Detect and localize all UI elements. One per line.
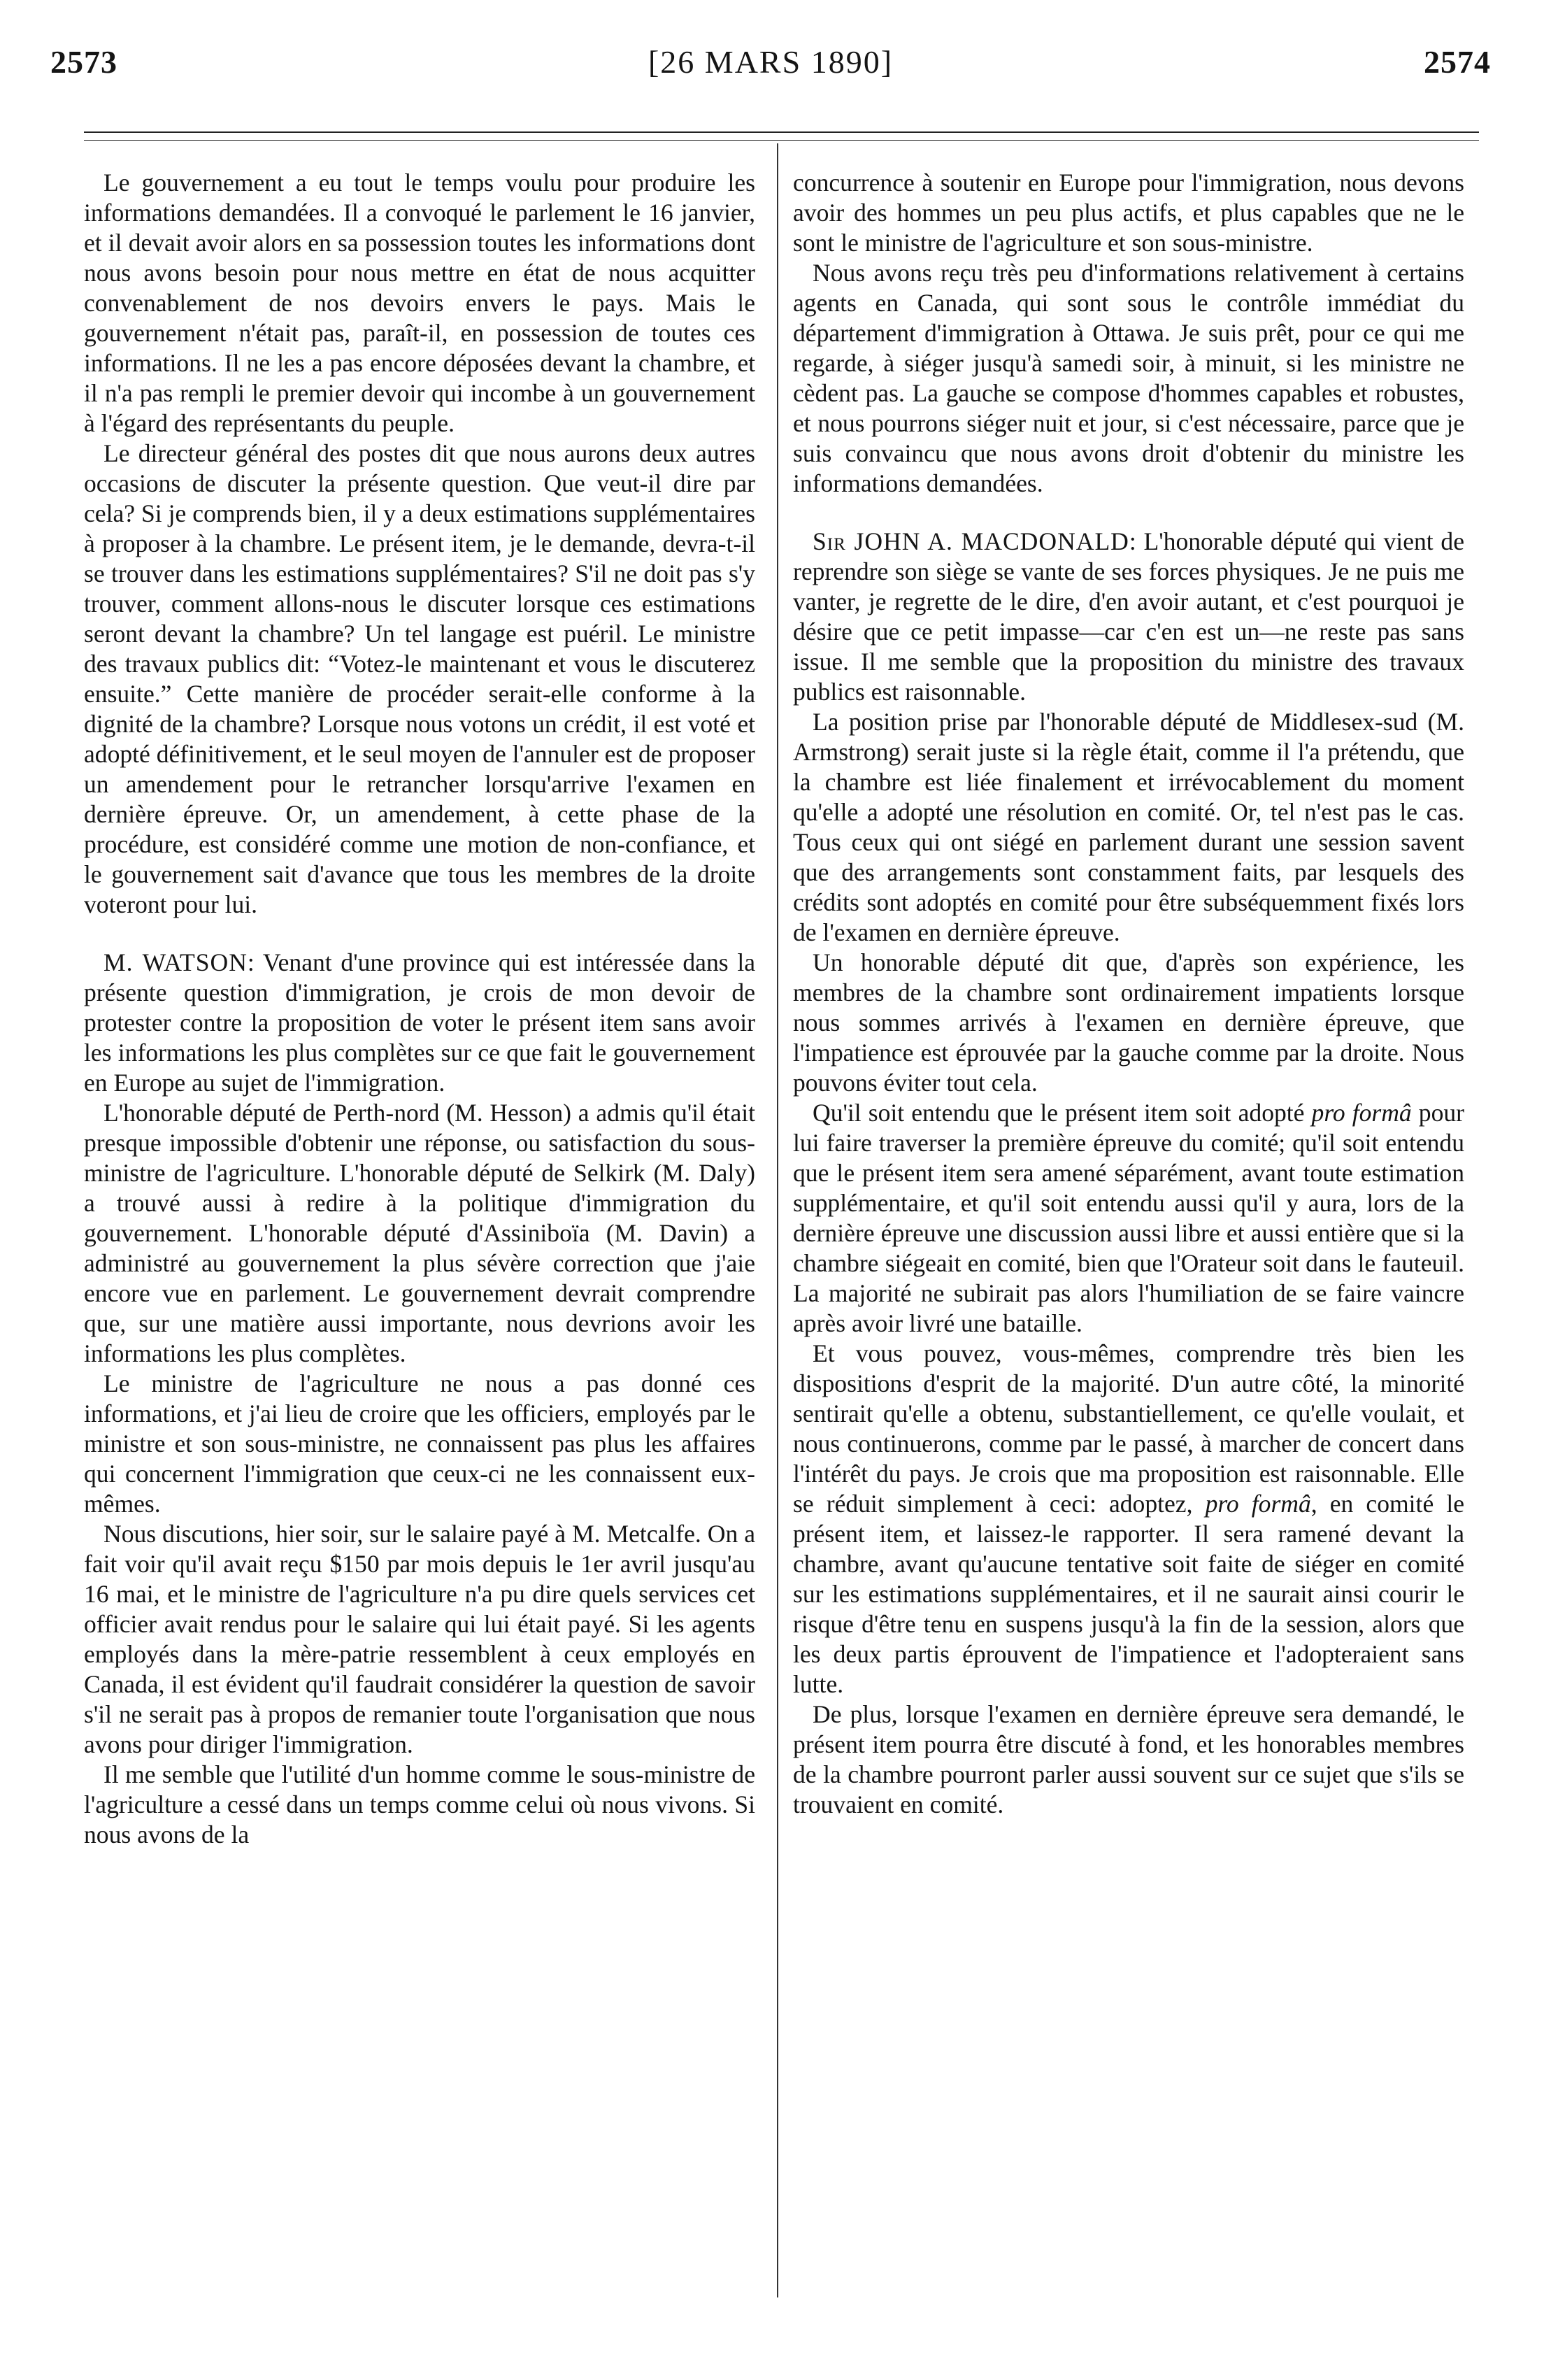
- paragraph: Il me semble que l'utilité d'un homme comme le sous-ministre de l'agriculture a cessé dans un temps comme celui où nous vivons. Si nous avons de la: [84, 1760, 755, 1848]
- right-column: [793, 168, 1464, 2336]
- text-span: pour lui faire traverser la première épreuve du comité; qu'il soit entendu que le présent item sera amené séparément, avant toute estimation supplémentaire, et qu'il soit entendu aussi qu'il y aura, lors de la dernière épreuve une discussion aussi libre et aussi entière que si la chambre siégeait en comité, bien que l'Orateur soit dans le fauteuil. La majorité ne subirait pas alors l'humiliation de se faire vaincre après avoir livré une bataille.: [793, 1099, 1464, 1337]
- paragraph: Nous avons reçu très peu d'informations relativement à certains agents en Canada, qui sont sous le contrôle immédiat du département d'immigration à Ottawa. Je suis prêt, pour ce qui me regarde, à siéger jusqu'à samedi soir, à minuit, si les ministre ne cèdent pas. La gauche se compose d'hommes capables et robustes, et nous pourrons siéger nuit et jour, si c'est nécessaire, parce que je suis convaincu que nous avons droit d'obtenir du ministre les informations demandées.: [793, 259, 1464, 497]
- italic-text: pro formâ: [1311, 1099, 1412, 1127]
- speech-text: : L'honorable député qui vient de reprendre son siège se vante de ses forces physiques. Je ne puis me vanter, je regrette de le dire, d'en avoir autant, et c'est pourquoi je désire que ce petit impasse—car c'en est un—ne reste pas sans issue. Il me semble que la proposition du ministre des travaux publics est raisonnable.: [793, 527, 1464, 706]
- paragraph: Le gouvernement a eu tout le temps voulu pour produire les informations demandées. Il a convoqué le parlement le 16 janvier, et il devait avoir alors en sa possession toutes les informations dont nous avons besoin pour nous mettre en état de nous acquitter convenablement de nos devoirs envers le pays. Mais le gouvernement n'était pas, paraît-il, en possession de toutes ces informations. Il ne les a pas encore déposées devant la chambre, et il n'a pas rempli le premier devoir qui incombe à un gouvernement à l'égard des représentants du peuple.: [84, 169, 755, 437]
- paragraph: Un honorable député dit que, d'après son expérience, les membres de la chambre sont ordinairement impatients lorsque nous sommes arrivés à l'examen en dernière épreuve, que l'impatience est éprouvée par la gauche comme par la droite. Nous pouvons éviter tout cela.: [793, 948, 1464, 1097]
- left-column: [84, 168, 755, 2336]
- paragraph: [793, 1098, 1464, 1339]
- header-rule-bottom: [84, 140, 1479, 141]
- text-span: Qu'il soit entendu que le présent item soit adopté: [813, 1099, 1312, 1127]
- text-span: , en comité le présent item, et laissez-le rapporter. Il sera ramené devant la chambre, avant qu'aucune tentative soit faite de siéger en comité sur les estimations supplémentaires, et il ne saurait ainsi courir le risque d'être tenu en suspens jusqu'à la fin de la session, alors que les deux partis éprouvent de l'impatience et l'adopteraient sans lutte.: [793, 1490, 1464, 1698]
- header-rule-top: [84, 131, 1479, 133]
- column-divider: [777, 143, 778, 2297]
- speech-paragraph: [84, 948, 755, 1098]
- header-date: [26 MARS 1890]: [648, 43, 894, 80]
- paragraph: Le ministre de l'agriculture ne nous a pas donné ces informations, et j'ai lieu de croire que les officiers, employés par le ministre et son sous-ministre, ne connaissent pas plus les affaires qui concernent l'immigration que ceux-ci ne les connaissent eux-mêmes.: [84, 1369, 755, 1518]
- page-number-right: 2574: [1424, 43, 1491, 80]
- speech-paragraph: [793, 527, 1464, 707]
- paragraph: De plus, lorsque l'examen en dernière épreuve sera demandé, le présent item pourra être discuté à fond, et les honorables membres de la chambre pourront parler aussi souvent sur ce sujet que s'ils se trouvaient en comité.: [793, 1700, 1464, 1818]
- speaker-name: Sir JOHN A. MACDONALD: [813, 527, 1129, 555]
- paragraph: concurrence à soutenir en Europe pour l'immigration, nous devons avoir des hommes un peu plus actifs, et plus capables que ne le sont le ministre de l'agriculture et son sous-ministre.: [793, 169, 1464, 257]
- text-span: Et vous pouvez, vous-mêmes, comprendre très bien les dispositions d'esprit de la majorité. D'un autre côté, la minorité sentirait qu'elle a obtenu, substantiellement, ce qu'elle voulait, et nous continuerons, comme par le passé, à marcher de concert dans l'intérêt du pays. Je crois que ma proposition est raisonnable. Elle se réduit simplement à ceci: adoptez,: [793, 1339, 1464, 1518]
- page-number-left: 2573: [50, 43, 117, 80]
- italic-text: pro formâ: [1205, 1490, 1311, 1518]
- paragraph: La position prise par l'honorable député de Middlesex-sud (M. Armstrong) serait juste si la règle était, comme il l'a prétendu, que la chambre est liée finalement et irrévocablement du moment qu'elle a adopté une résolution en comité. Or, tel n'est pas le cas. Tous ceux qui ont siégé en parlement durant une session savent que des arrangements sont constamment faits, par lesquels des crédits sont adoptés en comité pour être subséquemment fixés lors de l'examen en dernière épreuve.: [793, 708, 1464, 946]
- paragraph: [793, 1339, 1464, 1700]
- speech-text: : Venant d'une province qui est intéressée dans la présente question d'immigration, je crois de mon devoir de protester contre la proposition de voter le présent item sans avoir les informations les plus complètes sur ce que fait le gouvernement en Europe au sujet de l'immigration.: [84, 948, 755, 1097]
- page-header: [50, 34, 1491, 90]
- paragraph: L'honorable député de Perth-nord (M. Hesson) a admis qu'il était presque impossible d'obtenir une réponse, ou satisfaction du sous-ministre de l'agriculture. L'honorable député de Selkirk (M. Daly) a trouvé aussi à redire à la politique d'immigration du gouvernement. L'honorable député d'Assiniboïa (M. Davin) a administré au gouvernement la plus sévère correction que j'aie encore vue en parlement. Le gouvernement devrait comprendre que, sur une matière aussi importante, nous devrions avoir les informations les plus complètes.: [84, 1099, 755, 1367]
- paragraph: Le directeur général des postes dit que nous aurons deux autres occasions de discuter la présente question. Que veut-il dire par cela? Si je comprends bien, il y a deux estimations supplémentaires à proposer à la chambre. Le présent item, je le demande, devra-t-il se trouver dans les estimations supplémentaires? S'il ne doit pas s'y trouver, comment allons-nous le discuter lorsque ces estimations seront devant la chambre? Un tel langage est puéril. Le ministre des travaux publics dit: “Votez-le maintenant et vous le discuterez ensuite.” Cette manière de procéder serait-elle conforme à la dignité de la chambre? Lorsque nous votons un crédit, il est voté et adopté définitivement, et le seul moyen de l'annuler est de proposer un amendement pour le retrancher lorsqu'arrive l'examen en dernière épreuve. Or, un amendement, à cette phase de la procédure, est considéré comme une motion de non-confiance, et le gouvernement sait d'avance que tous les membres de la droite voteront pour lui.: [84, 439, 755, 918]
- paragraph: Nous discutions, hier soir, sur le salaire payé à M. Metcalfe. On a fait voir qu'il avait reçu $150 par mois depuis le 1er avril jusqu'au 16 mai, et le ministre de l'agriculture n'a pu dire quels services cet officier avait rendus pour le salaire qui lui était payé. Si les agents employés dans la mère-patrie ressemblent à ceux employés en Canada, il est évident qu'il faudrait considérer la question de savoir s'il ne serait pas à propos de remanier toute l'organisation que nous avons pour diriger l'immigration.: [84, 1520, 755, 1758]
- speaker-name: M. WATSON: [103, 948, 248, 976]
